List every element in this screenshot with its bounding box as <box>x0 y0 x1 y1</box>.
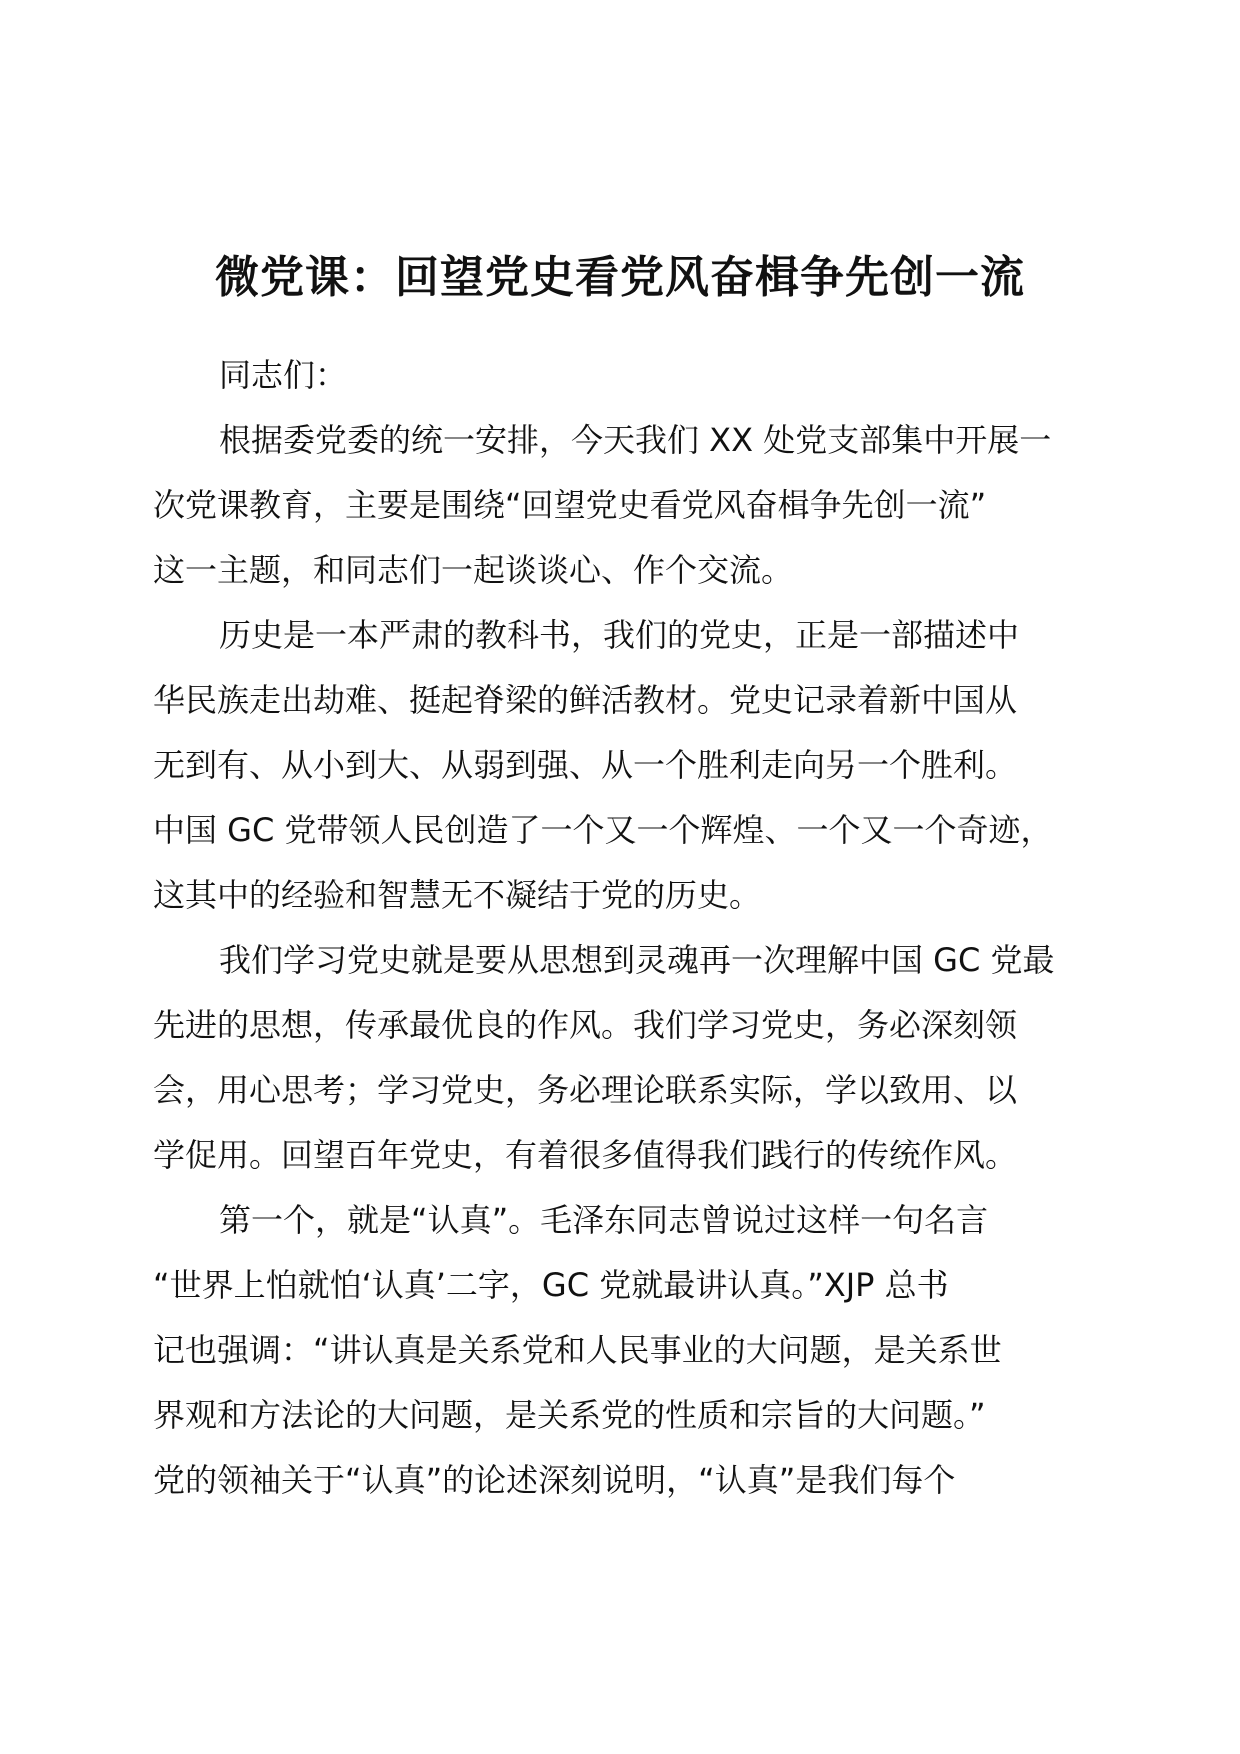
paragraph-line: 同志们： <box>219 356 348 394</box>
paragraph-line: 根据委党委的统一安排，今天我们 XX 处党支部集中开展一 <box>219 421 1052 459</box>
paragraph-line: 党的领袖关于“认真”的论述深刻说明，“认真”是我们每个 <box>153 1461 956 1499</box>
paragraph-line: 无到有、从小到大、从弱到强、从一个胜利走向另一个胜利。 <box>153 746 1018 784</box>
paragraph-line: 界观和方法论的大问题，是关系党的性质和宗旨的大问题。” <box>153 1396 986 1434</box>
paragraph-line: 历史是一本严肃的教科书，我们的党史，正是一部描述中 <box>219 616 1020 654</box>
paragraph-line: 记也强调：“讲认真是关系党和人民事业的大问题，是关系世 <box>153 1331 1002 1369</box>
paragraph-line: 会，用心思考；学习党史，务必理论联系实际，学以致用、以 <box>153 1071 1018 1109</box>
paragraph-line: 我们学习党史就是要从思想到灵魂再一次理解中国 GC 党最 <box>219 941 1055 979</box>
paragraph-line: 第一个，就是“认真”。毛泽东同志曾说过这样一句名言 <box>219 1201 989 1239</box>
paragraph-line: 这一主题，和同志们一起谈谈心、作个交流。 <box>153 551 794 589</box>
paragraph-line: 这其中的经验和智慧无不凝结于党的历史。 <box>153 876 762 914</box>
paragraph-line: 先进的思想，传承最优良的作风。我们学习党史，务必深刻领 <box>153 1006 1018 1044</box>
paragraph-line: 次党课教育，主要是围绕“回望党史看党风奋楫争先创一流” <box>153 486 987 524</box>
paragraph-line: 华民族走出劫难、挺起脊梁的鲜活教材。党史记录着新中国从 <box>153 681 1018 719</box>
paragraph-line: 学促用。回望百年党史，有着很多值得我们践行的传统作风。 <box>153 1136 1018 1174</box>
document-title: 微党课：回望党史看党风奋楫争先创一流 <box>215 252 1025 303</box>
paragraph-line: 中国 GC 党带领人民创造了一个又一个辉煌、一个又一个奇迹， <box>153 811 1053 849</box>
paragraph-line: “世界上怕就怕‘认真’二字，GC 党就最讲认真。”XJP 总书 <box>153 1266 949 1304</box>
